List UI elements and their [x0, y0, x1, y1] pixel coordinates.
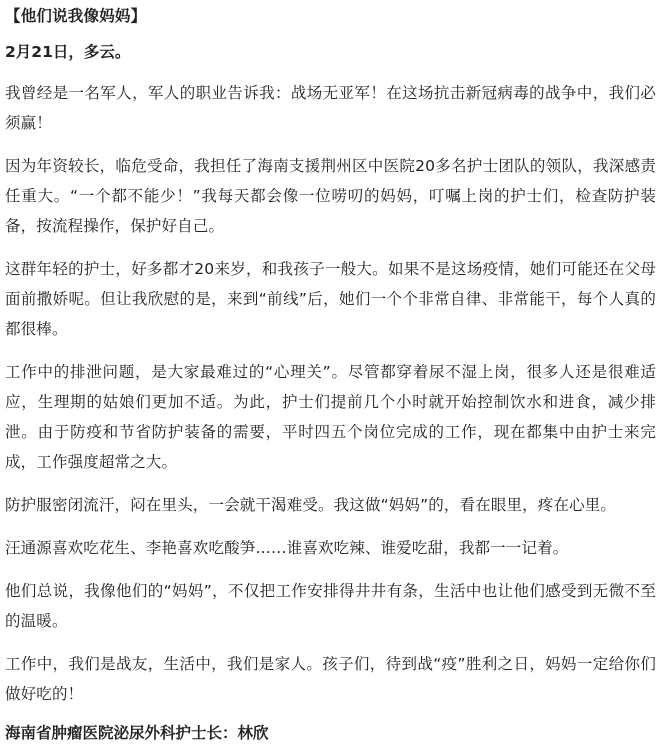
paragraph-7: 他们总说，我像他们的“妈妈”，不仅把工作安排得井井有条，生活中也让他们感受到无微不至的温暖。: [5, 582, 656, 630]
paragraph-5: 防护服密闭流汗，闷在里头，一会就干渴难受。我这做“妈妈”的，看在眼里，疼在心里。: [5, 496, 617, 514]
paragraph-8: 工作中，我们是战友，生活中，我们是家人。孩子们，待到战“疫”胜利之日，妈妈一定给你们做好吃的！: [5, 655, 656, 703]
paragraph-4: 工作中的排泄问题，是大家最难过的“心理关”。尽管都穿着尿不湿上岗，很多人还是很难适应，生理期的姑娘们更加不适。为此，护士们提前几个小时就开始控制饮水和进食，减少排泄。由于防疫和节省防护装备的需要，平时四五个岗位完成的工作，现在都集中由护士来完成，工作强度超常之大。: [5, 363, 656, 471]
article-title: 【他们说我像妈妈】: [5, 7, 147, 25]
author-signature: 海南省肿瘤医院泌尿外科护士长：林欣: [5, 724, 269, 742]
paragraph-3: 这群年轻的护士，好多都才20来岁，和我孩子一般大。如果不是这场疫情，她们可能还在父母面前撒娇呢。但让我欣慰的是，来到“前线”后，她们一个个非常自律、非常能干，每个人真的都很棒。: [5, 260, 656, 338]
paragraph-1: 我曾经是一名军人，军人的职业告诉我：战场无亚军！在这场抗击新冠病毒的战争中，我们必须赢！: [5, 84, 656, 132]
paragraph-6: 汪通源喜欢吃花生、李艳喜欢吃酸笋……谁喜欢吃辣、谁爱吃甜，我都一一记着。: [5, 539, 569, 557]
date-line: 2月21日，多云。: [5, 43, 131, 61]
paragraph-2: 因为年资较长，临危受命，我担任了海南支援荆州区中医院20多名护士团队的领队，我深感责任重大。“一个都不能少！”我每天都会像一位唠叨的妈妈，叮嘱上岗的护士们，检查防护装备，按流程操作，保护好自己。: [5, 157, 656, 235]
